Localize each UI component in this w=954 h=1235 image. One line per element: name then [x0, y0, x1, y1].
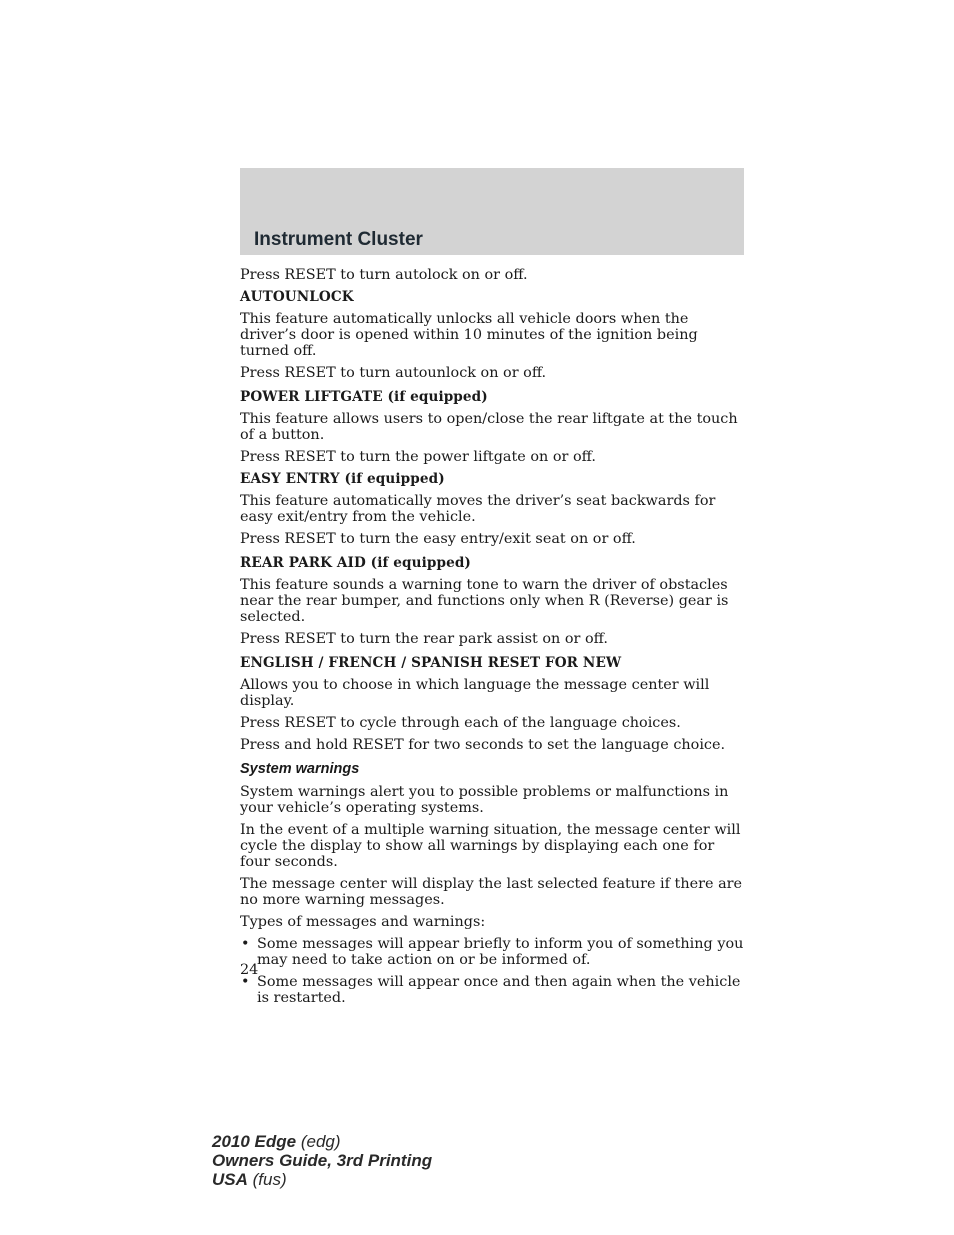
bullet-icon: •	[241, 936, 250, 952]
paragraph: Press RESET to turn autolock on or off.	[240, 267, 528, 283]
section-header-band	[240, 168, 744, 255]
footer-model-code: (edg)	[296, 1132, 341, 1151]
list-item-text: Some messages will appear once and then again when the vehicle is restarted.	[257, 974, 741, 1006]
paragraph: This feature automatically moves the driver’s seat backwards for easy exit/entry from the vehicle.	[240, 493, 716, 525]
heading-rear-park-aid: REAR PARK AID (if equipped)	[240, 555, 471, 571]
paragraph: System warnings alert you to possible problems or malfunctions in your vehicle’s operating systems.	[240, 784, 729, 816]
heading-easy-entry: EASY ENTRY (if equipped)	[240, 471, 445, 487]
paragraph: Press and hold RESET for two seconds to set the language choice.	[240, 737, 726, 753]
paragraph: Press RESET to turn the easy entry/exit seat on or off.	[240, 531, 636, 547]
heading-power-liftgate: POWER LIFTGATE (if equipped)	[240, 389, 488, 405]
footer-line-market	[212, 1170, 432, 1189]
paragraph: The message center will display the last selected feature if there are no more warning messages.	[240, 876, 743, 908]
footer-line-model	[212, 1132, 432, 1151]
paragraph: Types of messages and warnings:	[240, 914, 486, 930]
paragraph: This feature sounds a warning tone to warn the driver of obstacles near the rear bumper, and functions only when R (Reverse) gear is selected.	[240, 577, 729, 625]
page-number: 24	[240, 962, 259, 978]
section-title: Instrument Cluster	[254, 229, 423, 250]
subheading-system-warnings: System warnings	[240, 761, 360, 777]
footer-market-code: (fus)	[247, 1170, 287, 1189]
heading-autounlock: AUTOUNLOCK	[240, 289, 354, 305]
list-item-text: Some messages will appear briefly to inform you of something you may need to take action on or be informed of.	[257, 936, 744, 968]
paragraph: In the event of a multiple warning situation, the message center will cycle the display to show all warnings by displaying each one for four seconds.	[240, 822, 741, 870]
heading-language: ENGLISH / FRENCH / SPANISH RESET FOR NEW	[240, 655, 622, 671]
paragraph: Press RESET to turn the rear park assist on or off.	[240, 631, 608, 647]
list-item	[240, 974, 744, 1006]
paragraph: Allows you to choose in which language the message center will display.	[240, 677, 710, 709]
paragraph: Press RESET to turn the power liftgate on or off.	[240, 449, 596, 465]
paragraph: This feature automatically unlocks all vehicle doors when the driver’s door is opened within 10 minutes of the ignition being turned off.	[240, 311, 698, 359]
paragraph: Press RESET to turn autounlock on or off.	[240, 365, 547, 381]
list-item	[240, 936, 744, 968]
paragraph: Press RESET to cycle through each of the language choices.	[240, 715, 681, 731]
bullet-icon: •	[241, 974, 250, 990]
footer-market: USA	[212, 1170, 248, 1189]
footer-line-guide	[212, 1151, 432, 1170]
footer-guide: Owners Guide, 3rd Printing	[212, 1151, 433, 1170]
paragraph: This feature allows users to open/close the rear liftgate at the touch of a button.	[240, 411, 738, 443]
bullet-list	[240, 936, 744, 1006]
page-body	[240, 267, 744, 1012]
footer-model: 2010 Edge	[212, 1132, 297, 1151]
document-footer	[212, 1132, 432, 1189]
